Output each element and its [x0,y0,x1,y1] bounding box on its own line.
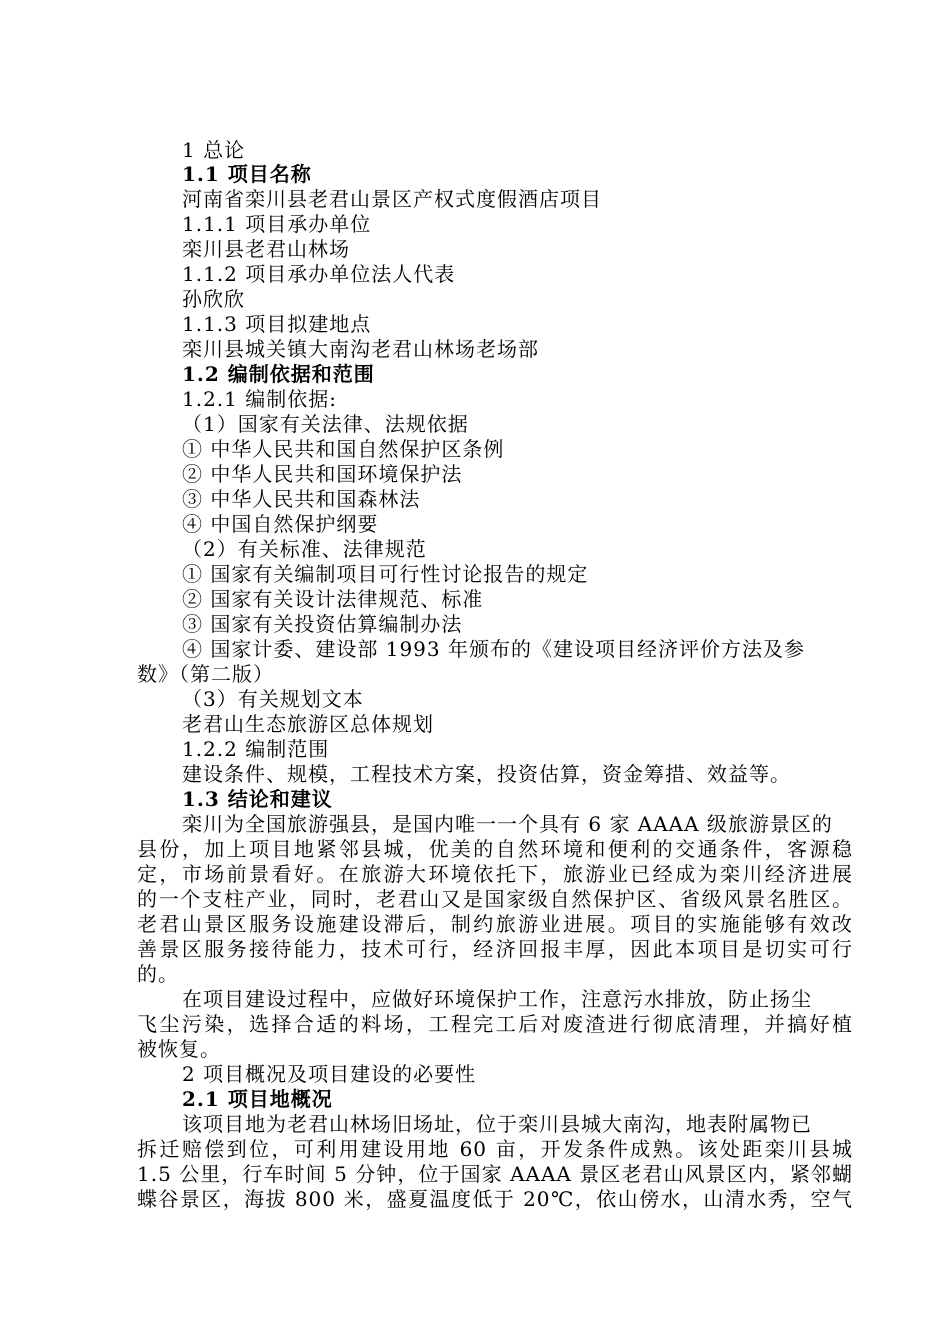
list-item: ② 中华人民共和国环境保护法 [182,462,463,486]
paragraph-line: 栾川县城关镇大南沟老君山林场老场部 [182,337,539,361]
section-heading: 1.3 结论和建议 [182,787,333,811]
paragraph-line: 栾川县老君山林场 [182,237,350,261]
paragraph-line: 县份，加上项目地紧邻县城，优美的自然环境和便利的交通条件，客源稳 [137,837,853,861]
section-heading: 2.1 项目地概况 [182,1087,333,1111]
paragraph-line: 定，市场前景看好。在旅游大环境依托下，旅游业已经成为栾川经济进展 [137,862,853,886]
list-item: ① 中华人民共和国自然保护区条例 [182,437,505,461]
paragraph-line: 拆迁赔偿到位，可利用建设用地 60 亩，开发条件成熟。该处距栾川县城 [137,1137,853,1161]
list-item: ④ 国家计委、建设部 1993 年颁布的《建设项目经济评价方法及参 [182,637,805,661]
paragraph-line: 孙欣欣 [182,287,245,311]
list-heading: （1）国家有关法律、法规依据 [182,412,469,436]
list-item: ③ 国家有关投资估算编制办法 [182,612,463,636]
subsection-heading: 1.1.3 项目拟建地点 [182,312,372,336]
subsection-heading: 1.2.2 编制范围 [182,737,330,761]
paragraph-line: 的一个支柱产业，同时，老君山又是国家级自然保护区、省级风景名胜区。 [137,887,853,911]
section-heading: 1.2 编制依据和范围 [182,362,375,386]
chapter-heading: 1 总论 [182,138,246,162]
paragraph-line: 蝶谷景区，海拔 800 米，盛夏温度低于 20℃，依山傍水，山清水秀，空气 [137,1187,853,1211]
paragraph-line: 老君山景区服务设施建设滞后，制约旅游业进展。项目的实施能够有效改 [137,912,853,936]
section-heading: 1.1 项目名称 [182,162,312,186]
list-item: ④ 中国自然保护纲要 [182,512,379,536]
paragraph-line: 飞尘污染，选择合适的料场，工程完工后对废渣进行彻底清理，并搞好植 [137,1012,853,1036]
paragraph-line: 老君山生态旅游区总体规划 [182,712,434,736]
paragraph-line: 被恢复。 [137,1037,221,1061]
list-item: ③ 中华人民共和国森林法 [182,487,421,511]
paragraph-line: 该项目地为老君山林场旧场址，位于栾川县城大南沟，地表附属物已 [182,1112,812,1136]
subsection-heading: 1.1.1 项目承办单位 [182,212,372,236]
list-heading: （3）有关规划文本 [182,687,364,711]
paragraph-line: 1.5 公里，行车时间 5 分钟，位于国家 AAAA 景区老君山风景区内，紧邻蝴 [137,1162,853,1186]
paragraph-line: 河南省栾川县老君山景区产权式度假酒店项目 [182,187,602,211]
paragraph-line: 在项目建设过程中，应做好环境保护工作，注意污水排放，防止扬尘 [182,987,812,1011]
paragraph-line: 建设条件、规模，工程技术方案，投资估算，资金筹措、效益等。 [182,762,791,786]
list-item-continuation: 数》（第二版） [137,662,274,686]
list-item: ① 国家有关编制项目可行性讨论报告的规定 [182,562,589,586]
paragraph-line: 善景区服务接待能力，技术可行，经济回报丰厚，因此本项目是切实可行 [137,937,853,961]
list-heading: （2）有关标准、法律规范 [182,537,427,561]
chapter-heading: 2 项目概况及项目建设的必要性 [182,1062,477,1086]
paragraph-line: 栾川为全国旅游强县，是国内唯一一个具有 6 家 AAAA 级旅游景区的 [182,812,833,836]
subsection-heading: 1.1.2 项目承办单位法人代表 [182,262,456,286]
subsection-heading: 1.2.1 编制依据: [182,387,337,411]
list-item: ② 国家有关设计法律规范、标准 [182,587,484,611]
paragraph-line: 的。 [137,962,179,986]
